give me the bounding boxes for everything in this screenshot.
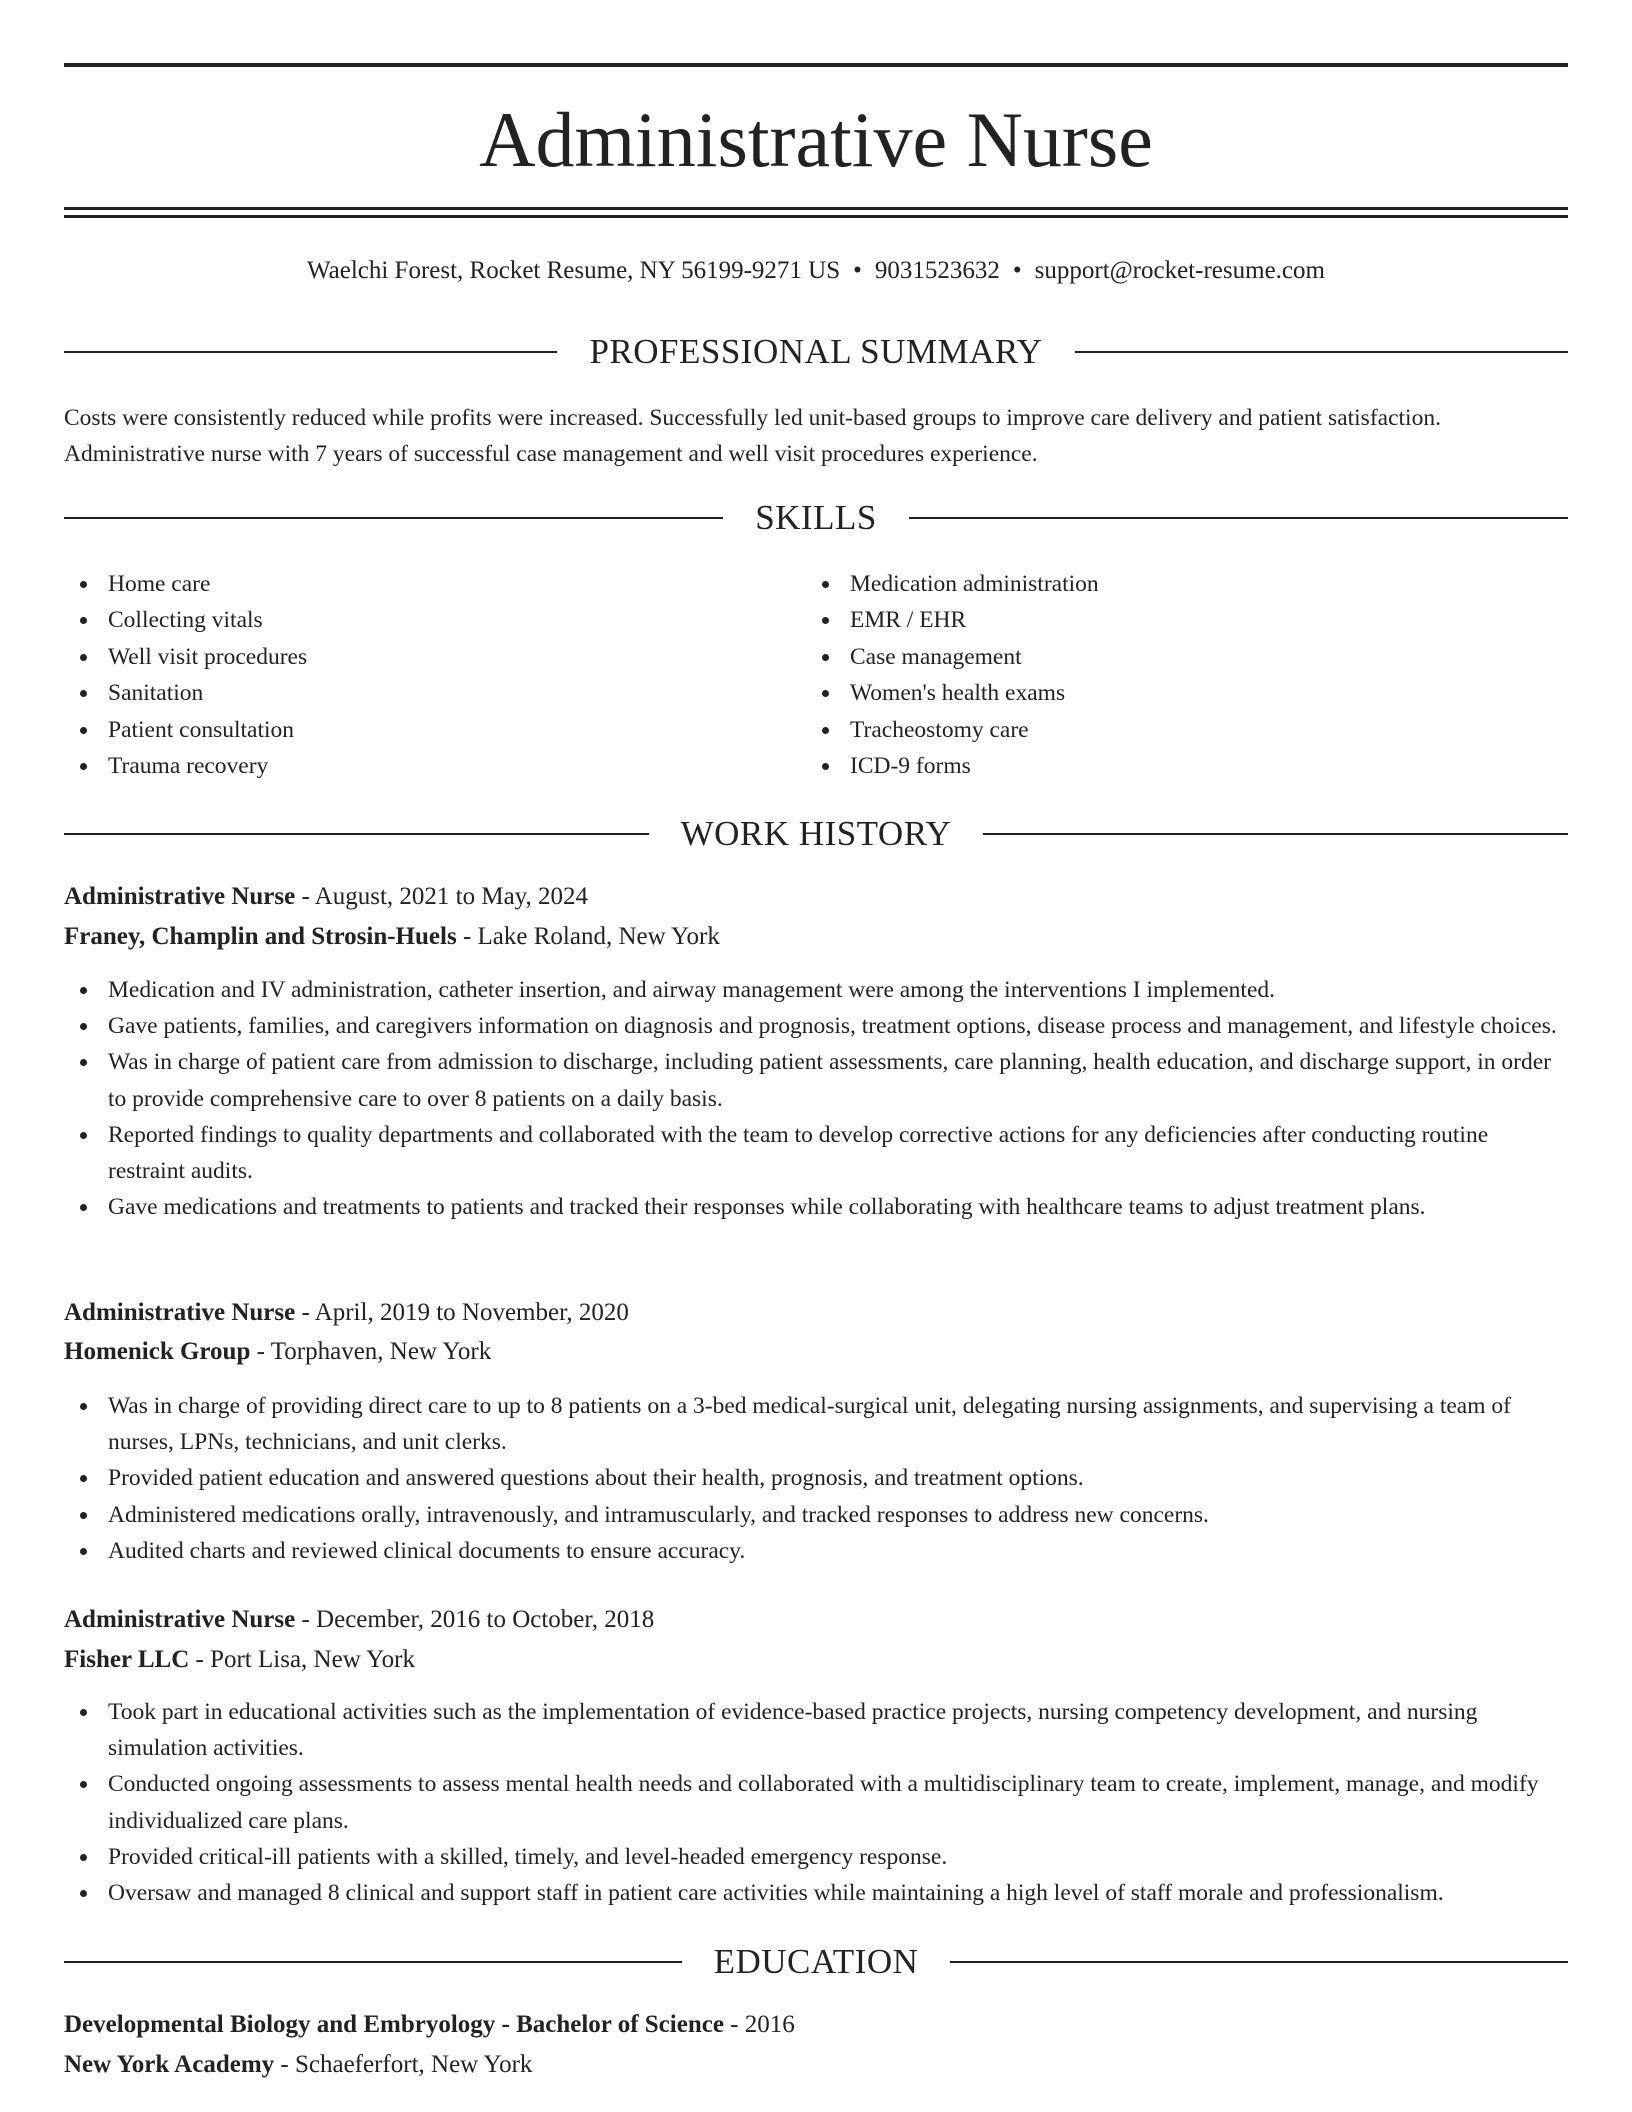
header-divider-lower — [64, 215, 1568, 218]
section-heading-summary — [64, 330, 1568, 374]
job-dates: - August, 2021 to May, 2024 — [295, 883, 589, 910]
job-bullet: Reported findings to quality departments and collaborated with the team to develop corrective actions for any deficiencies after conducting routine restraint audits. — [64, 1117, 1568, 1189]
skill-item: Case management — [806, 639, 1506, 675]
contact-line — [64, 254, 1568, 288]
heading-rule-right — [1075, 351, 1568, 353]
summary-text: Costs were consistently reduced while profits were increased. Successfully led unit-based groups to improve care delivery and patient satisfaction. Administrative nurse with 7 years of successful case management and well visit procedures experience. — [64, 405, 1441, 467]
job-company: Homenick Group — [64, 1338, 251, 1365]
job-location: - Lake Roland, New York — [456, 923, 720, 950]
section-heading-education — [64, 1940, 1568, 1984]
job-bullet: Gave patients, families, and caregivers information on diagnosis and prognosis, treatment options, disease process and management, and lifestyle choices. — [64, 1008, 1568, 1044]
job-title-line — [64, 878, 1568, 916]
job-bullets — [64, 1694, 1568, 1911]
job-bullet: Provided patient education and answered questions about their health, prognosis, and treatment options. — [64, 1460, 1568, 1496]
heading-rule-left — [64, 517, 723, 519]
job-company: Franey, Champlin and Strosin-Huels — [64, 923, 457, 950]
skill-item: Home care — [64, 566, 764, 602]
job-dates: - April, 2019 to November, 2020 — [295, 1299, 629, 1326]
job-dates: - December, 2016 to October, 2018 — [295, 1606, 655, 1633]
section-title: EDUCATION — [713, 1942, 919, 1981]
skill-item: EMR / EHR — [806, 602, 1506, 638]
contact-address: Waelchi Forest, Rocket Resume, NY 56199-9271 US — [307, 257, 841, 284]
job-title: Administrative Nurse — [64, 883, 296, 910]
education-school: New York Academy — [64, 2051, 275, 2078]
job-bullet: Was in charge of providing direct care to up to 8 patients on a 3-bed medical-surgical unit, delegating nursing assignments, and supervising a team of nurses, LPNs, technicians, and unit clerks. — [64, 1388, 1568, 1460]
skill-item: Trauma recovery — [64, 748, 764, 784]
contact-email: support@rocket-resume.com — [1034, 257, 1325, 284]
education-degree: Developmental Biology and Embryology - Bachelor of Science — [64, 2011, 724, 2038]
skill-item: Well visit procedures — [64, 639, 764, 675]
education-year: - 2016 — [723, 2011, 795, 2038]
job-bullets — [64, 972, 1568, 1225]
job-location: - Torphaven, New York — [250, 1338, 492, 1365]
job-company: Fisher LLC — [64, 1646, 190, 1673]
job-title-line — [64, 1601, 1568, 1639]
heading-rule-left — [64, 1961, 682, 1963]
education-school-line — [64, 2046, 1568, 2084]
skill-item: ICD-9 forms — [806, 748, 1506, 784]
job-bullets — [64, 1388, 1568, 1569]
skills-list-right — [806, 566, 1506, 784]
job-location: - Port Lisa, New York — [189, 1646, 415, 1673]
job-bullet: Was in charge of patient care from admission to discharge, including patient assessments, care planning, health education, and discharge support, in order to provide comprehensive care to over 8 patients on a daily basis. — [64, 1044, 1568, 1116]
header-top-rule — [64, 63, 1568, 67]
job-company-line — [64, 1641, 1568, 1679]
skill-item: Women's health exams — [806, 675, 1506, 711]
skill-item: Sanitation — [64, 675, 764, 711]
education-degree-line — [64, 2006, 1568, 2044]
job-bullet: Medication and IV administration, catheter insertion, and airway management were among the interventions I implemented. — [64, 972, 1568, 1008]
heading-rule-right — [983, 833, 1568, 835]
contact-separator: • — [1012, 257, 1022, 284]
section-title: PROFESSIONAL SUMMARY — [589, 332, 1043, 371]
job-company-line — [64, 1333, 1568, 1371]
contact-phone: 9031523632 — [874, 257, 1000, 284]
job-bullet: Oversaw and managed 8 clinical and support staff in patient care activities while maintaining a high level of staff morale and professionalism. — [64, 1875, 1568, 1911]
job-bullet: Conducted ongoing assessments to assess mental health needs and collaborated with a multidisciplinary team to create, implement, manage, and modify individualized care plans. — [64, 1766, 1568, 1838]
heading-rule-right — [950, 1961, 1568, 1963]
header-divider-upper — [64, 207, 1568, 210]
job-bullet: Took part in educational activities such as the implementation of evidence-based practice projects, nursing competency development, and nursing simulation activities. — [64, 1694, 1568, 1766]
heading-rule-left — [64, 833, 649, 835]
contact-separator: • — [853, 257, 862, 284]
section-title: WORK HISTORY — [680, 814, 952, 853]
job-title: Administrative Nurse — [64, 1299, 296, 1326]
skill-item: Collecting vitals — [64, 602, 764, 638]
section-heading-skills — [64, 496, 1568, 540]
heading-rule-left — [64, 351, 557, 353]
skill-item: Tracheostomy care — [806, 712, 1506, 748]
job-bullet: Gave medications and treatments to patients and tracked their responses while collaborating with healthcare teams to adjust treatment plans. — [64, 1189, 1568, 1225]
job-bullet: Administered medications orally, intravenously, and intramuscularly, and tracked responses to address new concerns. — [64, 1497, 1568, 1533]
skill-item: Patient consultation — [64, 712, 764, 748]
section-heading-work — [64, 812, 1568, 856]
job-title: Administrative Nurse — [64, 1606, 296, 1633]
job-title-line — [64, 1294, 1568, 1332]
candidate-name: Administrative Nurse — [479, 96, 1153, 183]
education-location: - Schaeferfort, New York — [274, 2051, 533, 2078]
job-bullet: Provided critical-ill patients with a skilled, timely, and level-headed emergency response. — [64, 1839, 1568, 1875]
job-bullet: Audited charts and reviewed clinical documents to ensure accuracy. — [64, 1533, 1568, 1569]
heading-rule-right — [909, 517, 1568, 519]
job-company-line — [64, 918, 1568, 956]
skills-list-left — [64, 566, 764, 784]
section-title: SKILLS — [755, 498, 877, 537]
skill-item: Medication administration — [806, 566, 1506, 602]
